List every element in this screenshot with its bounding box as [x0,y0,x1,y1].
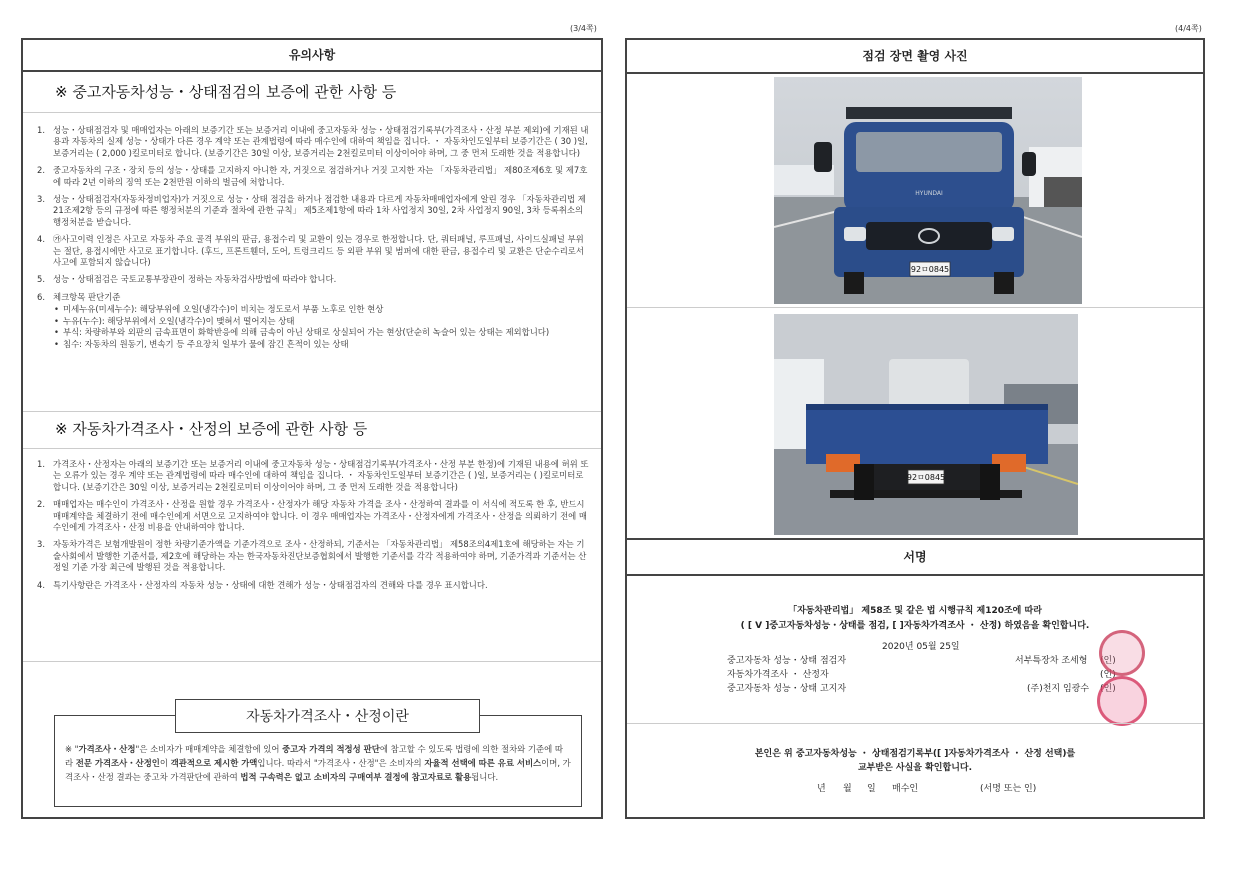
list-item: 1. 성능・상태점검자 및 매매업자는 아래의 보증기간 또는 보증거리 이내에 중고자동차 성능・상태점검기록부(가격조사・산정 부분 제외)에 기재된 내용과 자동차의 실제 성능・상태가 다른 경우 계약 또는 관계법령에 따라 매수인에 대하여 책임을 집니다. ・ 자동차인도일부터 보증기간은 ( 30 )일, 보증거리는 ( 2,000 )킬로미터로 합니다. (보증기간은 30일 이상, 보증거리는 2천킬로미터 이상이어야 하며, 그 중 먼저 도래한 것을 적용합니다) [37,125,589,158]
notice-panel [21,38,603,819]
list-item: 2. 매매업자는 매수인이 가격조사・산정을 원할 경우 가격조사・산정자가 해당 자동차 가격을 조사・산정하여 결과를 이 서식에 적도록 한 후, 반드시 매매계약을 체결하기 전에 매수인에게 서면으로 고지하여야 합니다. 이 경우 매매업자는 가격조사・산정자에게 가격조사・산정을 의뢰하기 전에 매수인에게 가격조사・산정 비용을 안내하여야 합니다. [37,499,588,533]
list-item: 3. 자동차가격은 보험개발원이 정한 차량기준가액을 기준가격으로 조사・산정하되, 기준서는 「자동차관리법」 제58조의4제1호에 해당하는 자는 기술사회에서 발행한 기준서를, 제2호에 해당하는 자는 한국자동차진단보증협회에서 발행한 기준서를 각각 적용하여야 하며, 기준가격과 기준서는 산정일 기준 가장 최근에 발행된 것을 적용합니다. [37,539,587,573]
photos-title: 점검 장면 촬영 사진 [627,40,1203,74]
warranty-section-title: ※ 중고자동차성능・상태점검의 보증에 관한 사항 등 [55,83,397,101]
signer-role: 중고자동차 성능・상태 점검자 [727,656,847,666]
seal-stamp-icon [1099,630,1145,676]
criteria-item: • 침수: 자동차의 원동기, 변속기 등 주요장치 일부가 물에 잠긴 흔적이 있는 상태 [53,339,589,350]
divider [627,307,1203,308]
receipt-line: 본인은 위 중고자동차성능 ・ 상태점검기록부([ ]자동차가격조사 ・ 산정 선택)를 [754,749,1076,759]
rear-photo [774,314,1078,535]
buyer-label: 매수인 [892,784,919,794]
signer-role: 자동차가격조사 ・ 산정자 [727,670,829,680]
list-item: 4. 특기사항란은 가격조사・산정자의 자동차 성능・상태에 대한 견해가 성능・상태점검자의 견해와 다를 경우 표시합니다. [37,579,488,590]
signer-name: (주)천지 임광수 [1027,684,1090,694]
buyer-month: 월 [843,784,852,794]
signer-row [727,667,1117,680]
signer-seal: (인) [1100,656,1116,666]
receipt-line: 교부받은 사실을 확인합니다. [857,763,972,773]
price-explanation-box [54,709,582,807]
seal-stamp-icon [1097,676,1147,726]
signer-seal: (인) [1100,684,1116,694]
warranty-section [23,72,601,411]
notice-title: 유의사항 [23,40,601,72]
signer-row [727,653,1117,666]
rear-license-plate: 92ㅁ0845 [906,473,946,482]
inspection-date: 2020년 05월 25일 [882,642,960,652]
law-line: 「자동차관리법」 제58조 및 같은 법 시행규칙 제120조에 따라 [788,606,1042,616]
price-section-title: ※ 자동차가격조사・산정의 보증에 관한 사항 등 [55,420,368,438]
price-list [23,449,601,661]
criteria-item: • 미세누유(미세누수): 해당부위에 오일(냉각수)이 비치는 정도로서 부품 노후로 인한 현상 [53,304,589,315]
signer-name: 서부특장차 조세형 [1015,656,1088,666]
criteria-item: • 부식: 차량하부와 외판의 금속표면이 화학반응에 의해 금속이 아닌 상태로 상실되어 가는 현상(단순히 녹슬어 있는 상태는 제외합니다) [53,327,589,338]
criteria-list [53,304,589,350]
price-explanation-title: 자동차가격조사・산정이란 [175,699,480,733]
buyer-day: 일 [867,784,876,794]
front-license-plate: 92ㅁ0845 [910,265,950,274]
price-section [23,412,601,661]
divider [627,723,1203,724]
front-photo [774,77,1082,304]
signature-title: 서명 [627,540,1203,576]
price-explanation-text: ※ "가격조사・산정"은 소비자가 매매계약을 체결함에 있어 중고자 가격의 적정성 판단에 참고할 수 있도록 법령에 의한 절차와 기준에 따라 전문 가격조사・산정인이 객관적으로 제시한 가액입니다. 따라서 "가격조사・산정"은 소비자의 자율적 선택에 따른 유료 서비스이며, 가격조사・산정 결과는 중고차 가격판단에 관하여 법적 구속력은 없고 소비자의 구매여부 결정에 참고자료로 활용됩니다. [65,744,571,782]
signer-seal: (인) [1100,670,1116,680]
list-item: 5. 성능・상태점검은 국토교통부장관이 정하는 자동차검사방법에 따라야 합니다. [37,274,337,285]
divider [23,661,601,662]
list-item: 1. 가격조사・산정자는 아래의 보증기간 또는 보증거리 이내에 중고자동차 성능・상태점검기록부(가격조사・산정 부분 한정)에 기재된 내용에 허위 또는 오류가 있는 경우 계약 또는 관계법령에 따라 매수인에 대하여 책임을 집니다. ・ 자동차인도일부터 보증기간은 ( )일, 보증거리는 ( )킬로미터로 합니다. (보증기간은 30일 이상, 보증거리는 2천킬로미터 이상이어야 하며, 그 중 먼저 도래한 것을 적용합니다) [37,459,589,492]
signature-section [627,538,1203,817]
list-item: 6. 체크항목 판단기준 • 미세누유(미세누수): 해당부위에 오일(냉각수)이 비치는 정도로서 부품 노후로 인한 현상 • 누유(누수): 해당부위에서 오일(냉각수)이 맺혀서 떨어지는 상태 • 부식: 차량하부와 외판의 금속표면이 화학반응에 의해 금속이 아닌 상태로 상실되어 가는 현상(단순히 녹슬어 있는 상태는 제외합니다) • 침수: 자동차의 원동기, 변속기 등 주요장치 일부가 물에 잠긴 흔적이 있는 상태 [37,292,589,350]
inspection-panel [625,38,1205,819]
list-item: 2. 중고자동차의 구조・장치 등의 성능・상태를 고지하지 아니한 자, 거짓으로 점검하거나 거짓 고지한 자는 「자동차관리법」 제80조제6호 및 제7호에 따라 2년 이하의 징역 또는 2천만원 이하의 벌금에 처합니다. [37,165,588,187]
list-item: 3. 성능・상태점검자(자동차정비업자)가 거짓으로 성능・상태 점검을 하거나 점검한 내용과 다르게 자동차매매업자에게 알린 경우 「자동차관리법 제21조제2항 등의 규정에 따른 행정처분의 기준과 절차에 관한 규칙」 제5조제1항에 따라 1차 사업정지 30일, 2차 사업정지 90일, 3차 등록취소의 행정처분을 받습니다. [37,194,586,227]
rear-truck-image [774,314,1078,535]
buyer-year: 년 [817,784,826,794]
front-truck-image [774,77,1082,304]
page-number-left: (3/4쪽) [570,24,597,33]
criteria-item: • 누유(누수): 해당부위에서 오일(냉각수)이 맺혀서 떨어지는 상태 [53,316,589,327]
signer-role: 중고자동차 성능・상태 고지자 [727,684,847,694]
warranty-list [23,113,601,411]
buyer-sign: (서명 또는 인) [980,784,1037,794]
buyer-row [817,781,1077,794]
list-item: 4. ㉮사고이력 인정은 사고로 자동차 주요 골격 부위의 판금, 용접수리 및 교환이 있는 경우로 한정합니다. 단, 쿼터패널, 루프패널, 사이드실패널 부위는 절단, 용접시에만 사고로 표기합니다. (후드, 프론트휀더, 도어, 트렁크리드 등 외판 부위 및 범퍼에 대한 판금, 용접수리 및 교환은 단순수리로서 사고에 포함되지 않습니다) [37,234,584,268]
signer-row [727,681,1117,694]
confirm-line: ( [ V ]중고자동차성능・상태를 점검, [ ]자동차가격조사 ・ 산정) 하였음을 확인합니다. [740,621,1090,631]
page-number-right: (4/4쪽) [1175,24,1202,33]
truck-brand-label: HYUNDAI [915,190,943,197]
